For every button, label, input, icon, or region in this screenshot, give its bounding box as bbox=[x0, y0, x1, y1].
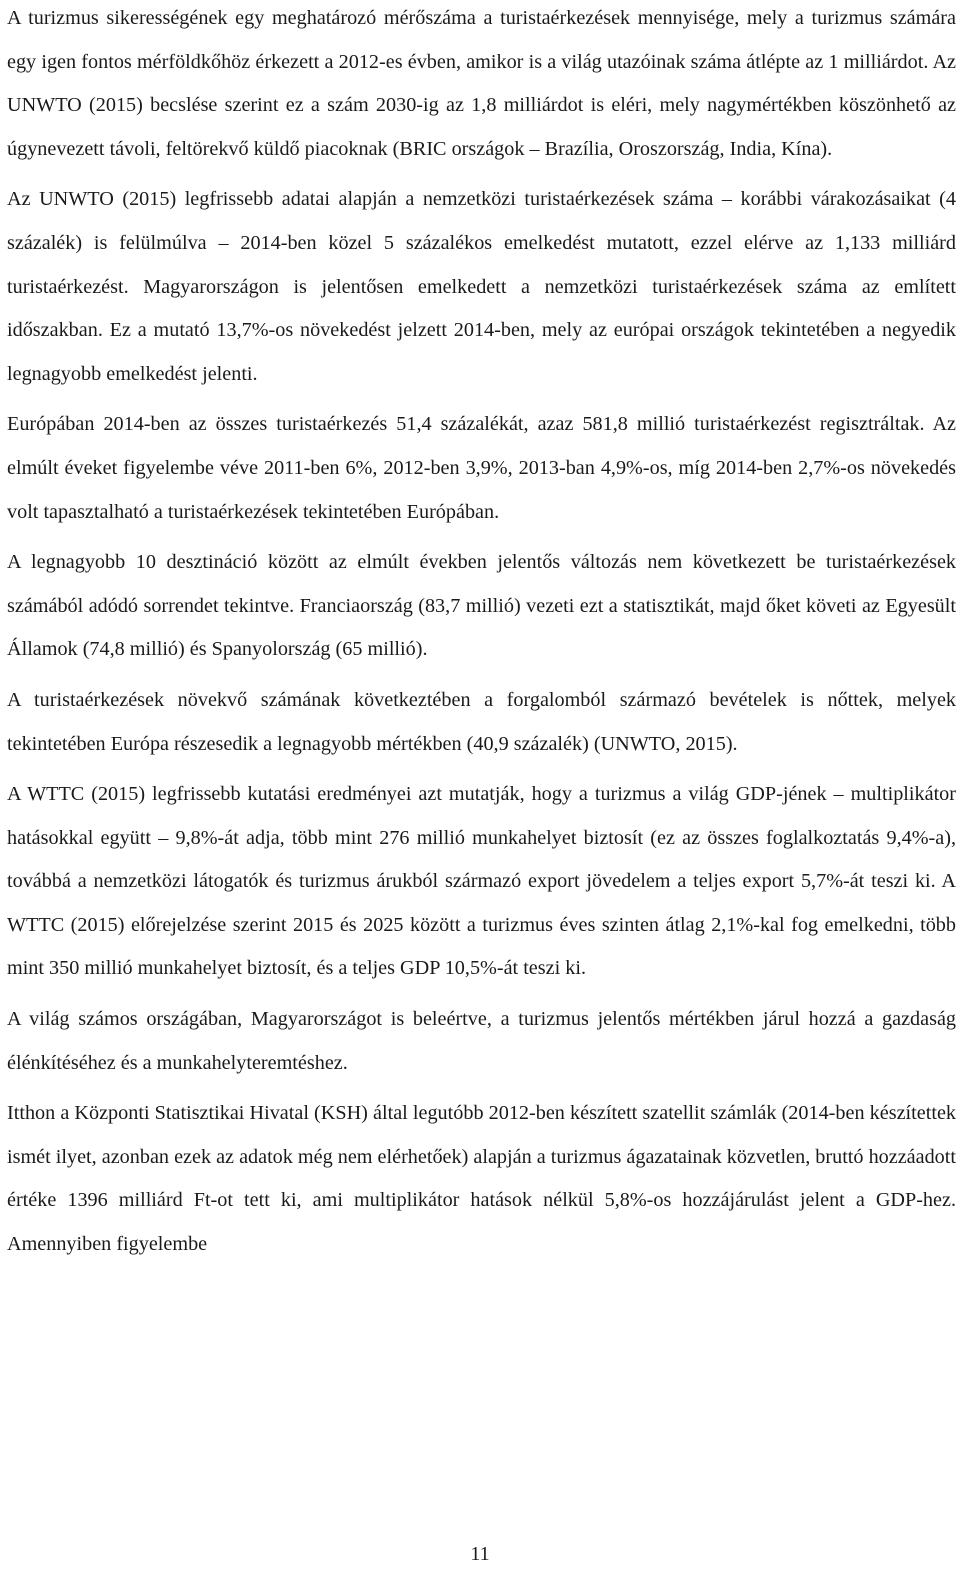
paragraph-wttc-gdp: A WTTC (2015) legfrissebb kutatási eredményei azt mutatják, hogy a turizmus a világ GDP-jének – multiplikátor hatásokkal együtt – 9,8%-át adja, több mint 276 millió munkahelyet biztosít (ez az összes foglalkoztatás 9,4%-a), továbbá a nemzetközi látogatók és turizmus árukból származó export jövedelem a teljes export 5,7%-át teszi ki. A WTTC (2015) előrejelzése szerint 2015 és 2025 között a turizmus éves szinten átlag 2,1%-kal fog emelkedni, több mint 350 millió munkahelyet biztosít, és a teljes GDP 10,5%-át teszi ki. bbox=[7, 783, 956, 980]
paragraph-tourist-arrivals-milestone: A turizmus sikerességének egy meghatározó mérőszáma a turistaérkezések mennyisége, mely a turizmus számára egy igen fontos mérföldkőhöz érkezett a 2012-es évben, amikor is a világ utazóinak száma átlépte az 1 milliárdot. Az UNWTO (2015) becslése szerint ez a szám 2030-ig az 1,8 milliárdot is eléri, mely nagymértékben köszönhető az úgynevezett távoli, feltörekvő küldő piacoknak (BRIC országok – Brazília, Oroszország, India, Kína). bbox=[7, 7, 956, 160]
paragraph-economic-contribution: A világ számos országában, Magyarországot is beleértve, a turizmus jelentős mértékben járul hozzá a gazdaság élénkítéséhez és a munkahelyteremtéshez. bbox=[7, 1008, 956, 1074]
page-number: 11 bbox=[470, 1543, 490, 1565]
paragraph-europe-arrivals: Európában 2014-ben az összes turistaérkezés 51,4 százalékát, azaz 581,8 millió turistaérkezést regisztráltak. Az elmúlt éveket figyelembe véve 2011-ben 6%, 2012-ben 3,9%, 2013-ban 4,9%-os, míg 2014-ben 2,7%-os növekedés volt tapasztalható a turistaérkezések tekintetében Európában. bbox=[7, 413, 956, 523]
document-page bbox=[7, 0, 956, 1274]
paragraph-top-destinations: A legnagyobb 10 desztináció között az elmúlt években jelentős változás nem következett be turistaérkezések számából adódó sorrendet tekintve. Franciaország (83,7 millió) vezeti ezt a statisztikát, majd őket követi az Egyesült Államok (74,8 millió) és Spanyolország (65 millió). bbox=[7, 551, 956, 661]
paragraph-tourism-revenue: A turistaérkezések növekvő számának következtében a forgalomból származó bevételek is nőttek, melyek tekintetében Európa részesedik a legnagyobb mértékben (40,9 százalék) (UNWTO, 2015). bbox=[7, 688, 956, 755]
paragraph-ksh-satellite-accounts: Itthon a Központi Statisztikai Hivatal (KSH) által legutóbb 2012-ben készített szatellit számlák (2014-ben készítettek ismét ilyet, azonban ezek az adatok még nem elérhetőek) alapján a turizmus ágazatainak közvetlen, bruttó hozzáadott értéke 1396 milliárd Ft-ot tett ki, ami multiplikátor hatások nélkül 5,8%-os hozzájárulást jelent a GDP-hez. Amennyiben figyelembe bbox=[7, 1102, 956, 1256]
paragraph-unwto-2014-growth: Az UNWTO (2015) legfrissebb adatai alapján a nemzetközi turistaérkezések száma – korábbi várakozásaikat (4 százalék) is felülmúlva – 2014-ben közel 5 százalékos emelkedést mutatott, ezzel elérve az 1,133 milliárd turistaérkezést. Magyarországon is jelentősen emelkedett a nemzetközi turistaérkezések száma az említett időszakban. Ez a mutató 13,7%-os növekedést jelzett 2014-ben, mely az európai országok tekintetében a negyedik legnagyobb emelkedést jelenti. bbox=[7, 188, 956, 385]
